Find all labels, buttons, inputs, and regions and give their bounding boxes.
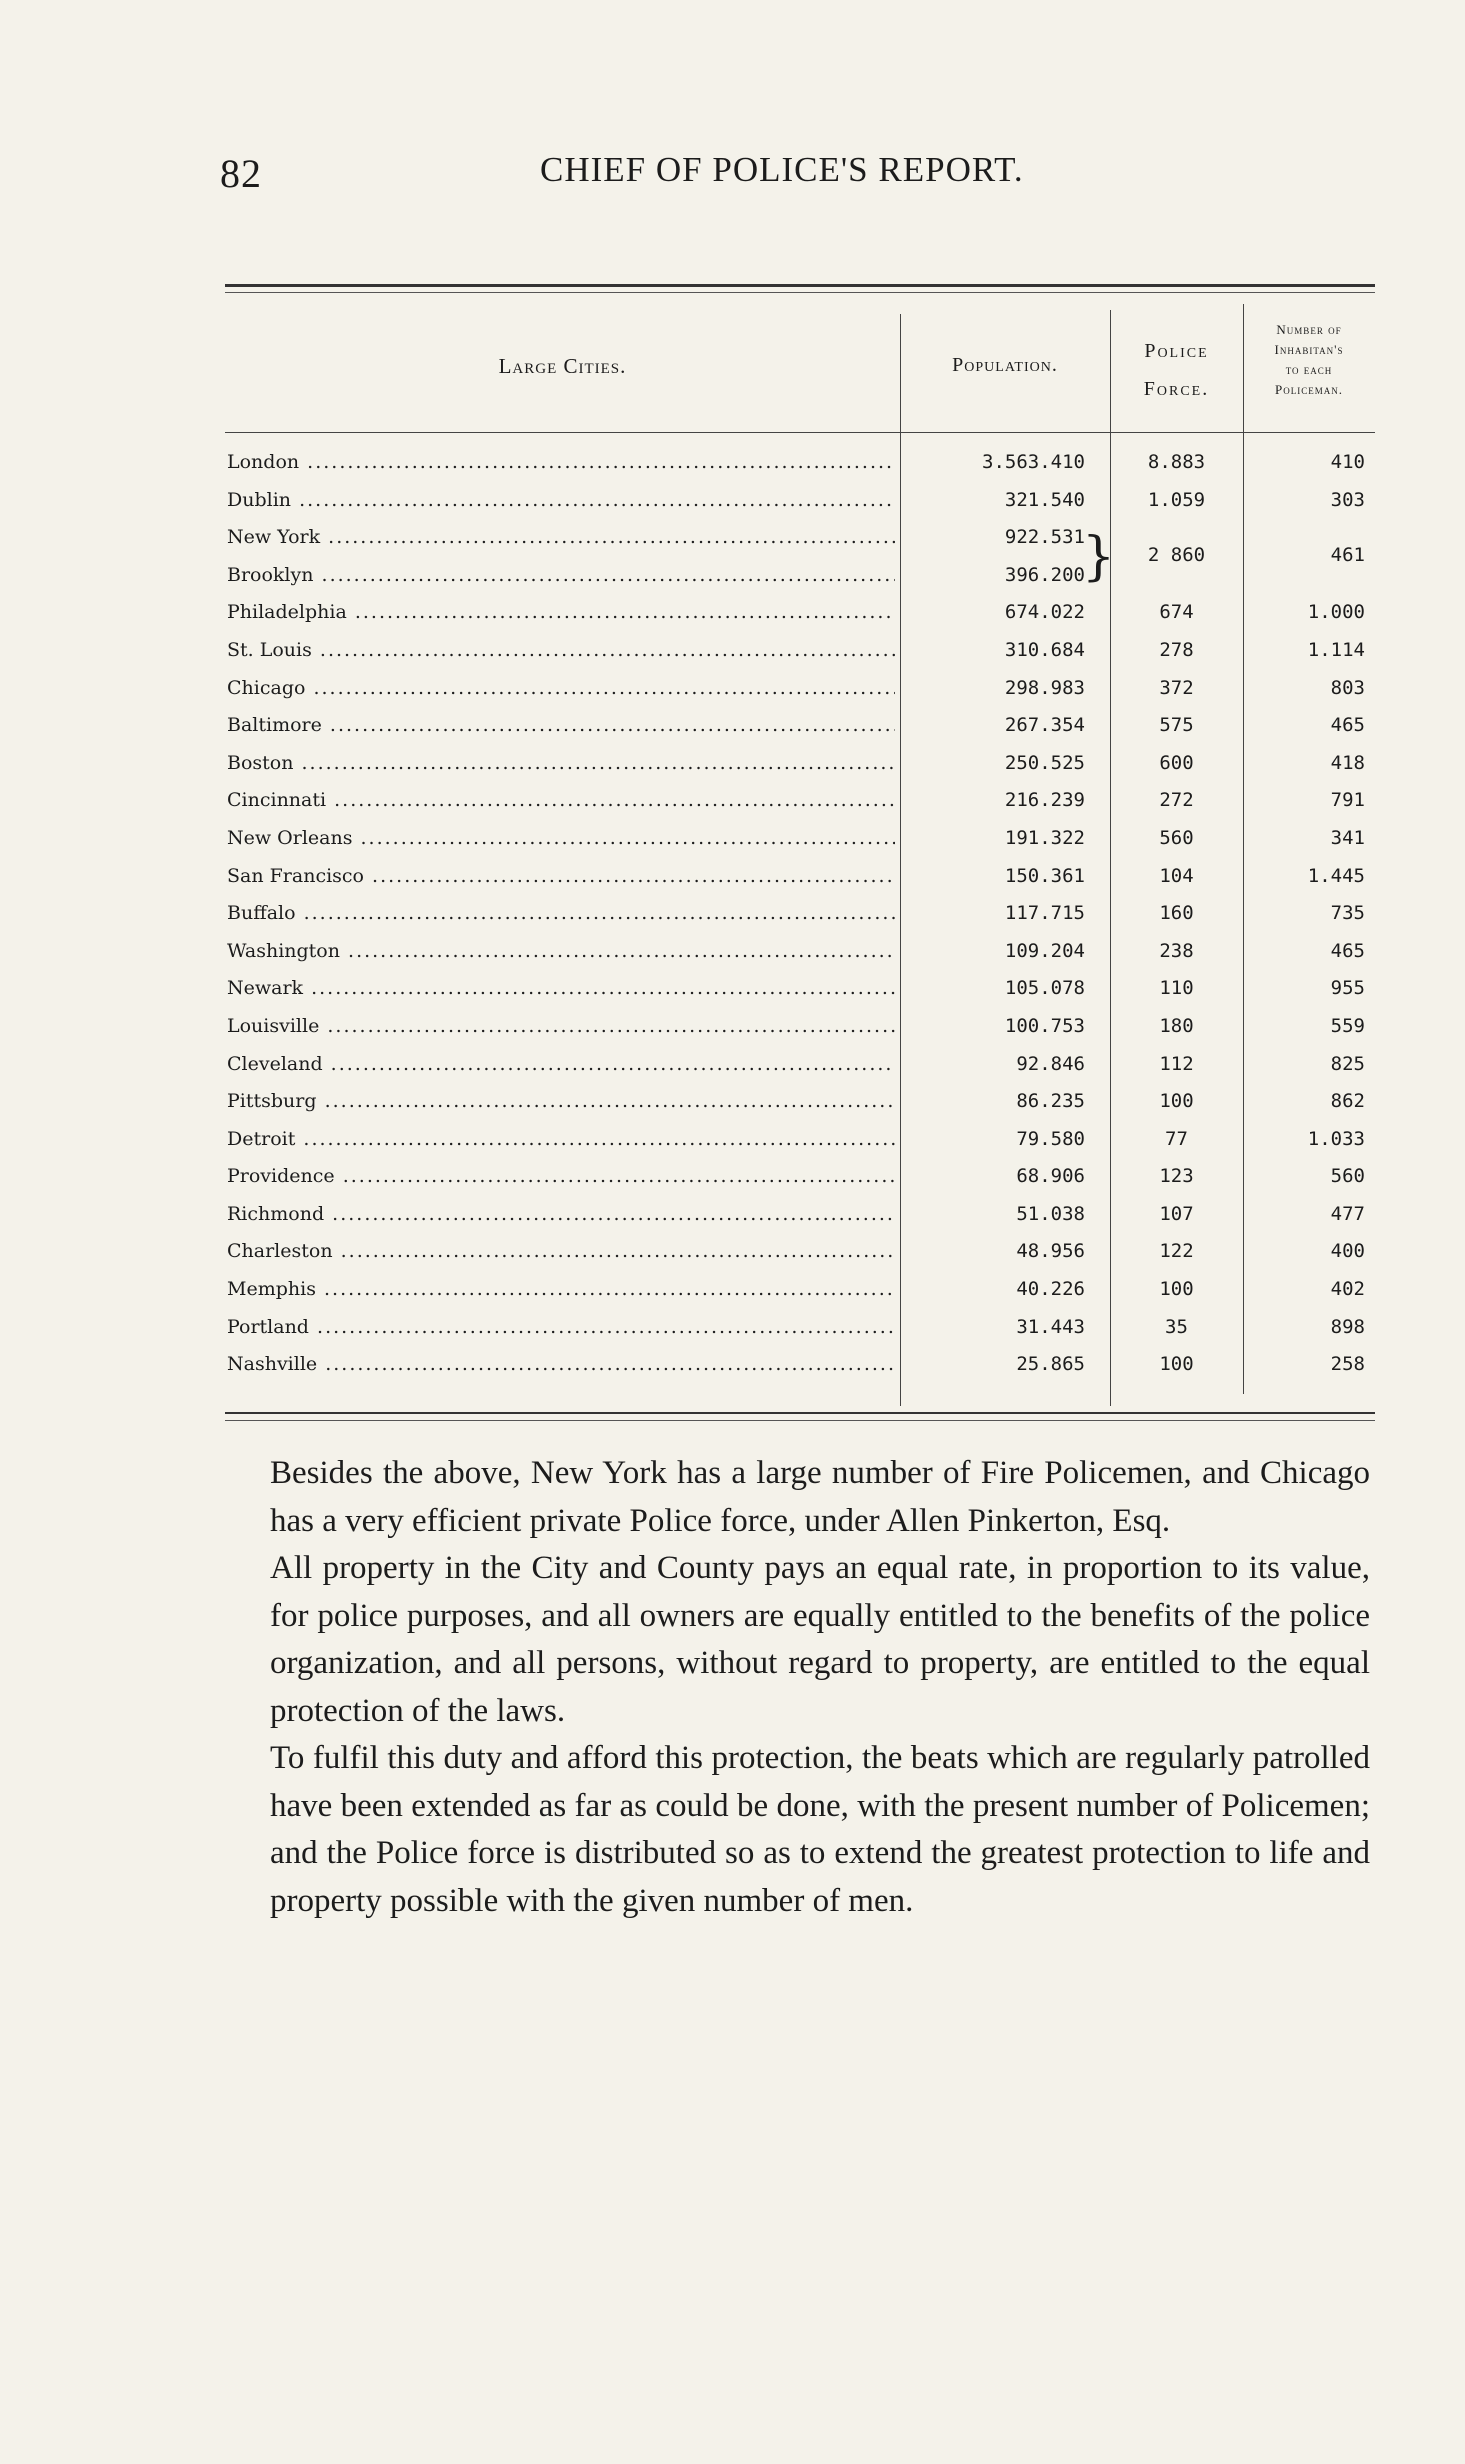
- force-cell: 1.059: [1147, 488, 1206, 511]
- city-name: Pittsburg .....: [227, 1083, 895, 1121]
- force-cell: 575: [1159, 714, 1194, 737]
- force-cell: 278: [1159, 638, 1194, 661]
- table-row: [225, 1196, 1375, 1234]
- force-cell: 104: [1159, 864, 1194, 887]
- inhabitants-cell: 825: [1330, 1052, 1365, 1075]
- inhabitants-cell: 955: [1330, 977, 1365, 1000]
- table-row: [225, 970, 1375, 1008]
- inhabitants-cell: 862: [1330, 1090, 1365, 1113]
- header-police-force-line2: Force.: [1143, 378, 1210, 400]
- inhabitants-cell: 465: [1330, 714, 1365, 737]
- inhabitants-cell: 461: [1330, 544, 1365, 567]
- population-cell: 92.846: [1016, 1052, 1085, 1075]
- population-cell: 105.078: [1004, 977, 1085, 1000]
- force-cell: 35: [1165, 1315, 1188, 1338]
- table-row: [225, 1121, 1375, 1159]
- header-separator: [225, 432, 1375, 433]
- inhabitants-cell: 418: [1330, 751, 1365, 774]
- table-row: [225, 707, 1375, 745]
- force-cell: 8.883: [1147, 451, 1206, 473]
- population-cell: 250.525: [1004, 751, 1085, 774]
- table-row: [225, 632, 1375, 670]
- inhabitants-cell: 400: [1330, 1240, 1365, 1263]
- city-name: Detroit .....: [227, 1121, 895, 1159]
- force-cell: 372: [1159, 676, 1194, 699]
- table-row: [225, 1158, 1375, 1196]
- inhabitants-cell: 402: [1330, 1278, 1365, 1301]
- inhabitants-cell: 341: [1330, 826, 1365, 849]
- force-cell: 122: [1159, 1240, 1194, 1263]
- city-name: Philadelphia .....: [227, 594, 895, 632]
- table-top-rule: [225, 284, 1375, 287]
- population-cell: 31.443: [1016, 1315, 1085, 1338]
- inhabitants-cell: 258: [1330, 1353, 1365, 1376]
- force-cell: 100: [1159, 1353, 1194, 1376]
- city-name: Cincinnati .....: [227, 782, 895, 820]
- force-cell: 112: [1159, 1052, 1194, 1075]
- city-name: Washington .....: [227, 933, 895, 971]
- page-title: CHIEF OF POLICE'S REPORT.: [540, 150, 1024, 189]
- population-cell: 267.354: [1004, 714, 1085, 737]
- inhabitants-cell: 735: [1330, 902, 1365, 925]
- header-inhab-line2: Inhabitan's: [1274, 342, 1344, 357]
- population-cell: 100.753: [1004, 1014, 1085, 1037]
- inhabitants-cell: 1.033: [1307, 1127, 1365, 1150]
- paragraph: Besides the above, New York has a large number of Fire Policemen, and Chicago has a very efficient private Police force, under Allen Pinkerton, Esq.: [270, 1455, 1370, 1539]
- inhabitants-cell: 410: [1330, 451, 1365, 473]
- force-cell: 238: [1159, 939, 1194, 962]
- population-cell: 109.204: [1004, 939, 1085, 962]
- force-cell: 180: [1159, 1014, 1194, 1037]
- population-cell: 396.200: [1004, 563, 1085, 586]
- table-bottom-rule: [225, 1412, 1375, 1414]
- city-name: Baltimore .....: [227, 707, 895, 745]
- force-cell: 674: [1159, 601, 1194, 624]
- header-inhabitants-per-policeman: [1243, 320, 1375, 400]
- population-cell: 86.235: [1016, 1090, 1085, 1113]
- inhabitants-cell: 898: [1330, 1315, 1365, 1338]
- table-row: [225, 557, 1375, 595]
- header-police-force-line1: Police: [1144, 340, 1209, 362]
- table-row: [225, 1233, 1375, 1271]
- city-name: Chicago .....: [227, 670, 895, 708]
- inhabitants-cell: 1.445: [1307, 864, 1365, 887]
- table-row: [225, 1271, 1375, 1309]
- table-row: [225, 782, 1375, 820]
- table-row: [225, 1046, 1375, 1084]
- population-cell: 68.906: [1016, 1165, 1085, 1188]
- inhabitants-cell: 1.114: [1307, 638, 1365, 661]
- header-population: Population.: [952, 354, 1058, 376]
- population-cell: 79.580: [1016, 1127, 1085, 1150]
- inhabitants-cell: 791: [1330, 789, 1365, 812]
- city-name: Portland .....: [227, 1309, 895, 1347]
- population-cell: 40.226: [1016, 1278, 1085, 1301]
- city-name: New York .....: [227, 519, 895, 557]
- header-inhab-line3: to each: [1285, 362, 1333, 377]
- inhabitants-cell: 465: [1330, 939, 1365, 962]
- city-name: Richmond .....: [227, 1196, 895, 1234]
- population-cell: 25.865: [1016, 1353, 1085, 1376]
- table-row: [225, 1008, 1375, 1046]
- city-name: New Orleans .....: [227, 820, 895, 858]
- city-name: Newark .....: [227, 970, 895, 1008]
- city-name: Cleveland .....: [227, 1046, 895, 1084]
- table-row: [225, 820, 1375, 858]
- table-body: [225, 444, 1375, 1384]
- table-row: [225, 482, 1375, 520]
- force-cell: 100: [1159, 1090, 1194, 1113]
- city-name: Boston .....: [227, 745, 895, 783]
- merge-brace-icon: }: [1082, 527, 1116, 588]
- population-cell: 321.540: [1004, 488, 1085, 511]
- table-row: [225, 933, 1375, 971]
- table-row: [225, 858, 1375, 896]
- table-top-rule-thin: [225, 292, 1375, 293]
- inhabitants-cell: 477: [1330, 1202, 1365, 1225]
- city-name: Dublin .....: [227, 482, 895, 520]
- table-row: [225, 670, 1375, 708]
- population-cell: 310.684: [1004, 638, 1085, 661]
- population-cell: 674.022: [1004, 601, 1085, 624]
- force-cell: 77: [1165, 1127, 1188, 1150]
- table-row: [225, 1083, 1375, 1121]
- inhabitants-cell: 559: [1330, 1014, 1365, 1037]
- population-cell: 3.563.410: [982, 451, 1085, 473]
- city-name: San Francisco .....: [227, 858, 895, 896]
- population-cell: 298.983: [1004, 676, 1085, 699]
- inhabitants-cell: 803: [1330, 676, 1365, 699]
- force-cell: 560: [1159, 826, 1194, 849]
- population-cell: 191.322: [1004, 826, 1085, 849]
- table-row: [225, 594, 1375, 632]
- population-cell: 216.239: [1004, 789, 1085, 812]
- population-cell: 117.715: [1004, 902, 1085, 925]
- city-name: Brooklyn .....: [227, 557, 895, 595]
- body-text: [270, 1450, 1370, 1925]
- header-police-force: [1110, 332, 1243, 408]
- population-cell: 922.531: [1004, 526, 1085, 549]
- inhabitants-cell: 560: [1330, 1165, 1365, 1188]
- inhabitants-cell: 303: [1330, 488, 1365, 511]
- city-name: London .....: [227, 444, 895, 482]
- force-cell: 123: [1159, 1165, 1194, 1188]
- city-name: Providence .....: [227, 1158, 895, 1196]
- force-cell: 272: [1159, 789, 1194, 812]
- city-name: St. Louis .....: [227, 632, 895, 670]
- header-inhab-line1: Number of: [1276, 322, 1342, 337]
- header-large-cities: Large Cities.: [498, 354, 627, 378]
- population-cell: 51.038: [1016, 1202, 1085, 1225]
- force-cell: 100: [1159, 1278, 1194, 1301]
- table-row: [225, 1346, 1375, 1384]
- table-row: [225, 745, 1375, 783]
- inhabitants-cell: 1.000: [1307, 601, 1365, 624]
- force-cell: 160: [1159, 902, 1194, 925]
- force-cell: 110: [1159, 977, 1194, 1000]
- page-number: 82: [220, 151, 262, 196]
- paragraph: All property in the City and County pays an equal rate, in proportion to its value, for police purposes, and all owners are equally entitled to the benefits of the police organization, and all persons, without regard to property, are entitled to the equal protection of the laws.: [270, 1550, 1370, 1729]
- force-cell: 107: [1159, 1202, 1194, 1225]
- table-row: [225, 1309, 1375, 1347]
- city-name: Nashville .....: [227, 1346, 895, 1384]
- city-name: Charleston .....: [227, 1233, 895, 1271]
- city-name: Louisville .....: [227, 1008, 895, 1046]
- population-cell: 150.361: [1004, 864, 1085, 887]
- force-cell: 2 860: [1147, 544, 1206, 567]
- table-row: [225, 895, 1375, 933]
- paragraph: To fulfil this duty and afford this protection, the beats which are regularly patrolled have been extended as far as could be done, with the present number of Policemen; and the Police force is distributed so as to extend the greatest protection to life and property possible with the given number of men.: [270, 1740, 1370, 1919]
- population-cell: 48.956: [1016, 1240, 1085, 1263]
- table-row: [225, 444, 1375, 482]
- header-inhab-line4: Policeman.: [1275, 382, 1343, 397]
- table-bottom-rule-thin: [225, 1420, 1375, 1421]
- city-name: Buffalo .....: [227, 895, 895, 933]
- force-cell: 600: [1159, 751, 1194, 774]
- city-name: Memphis .....: [227, 1271, 895, 1309]
